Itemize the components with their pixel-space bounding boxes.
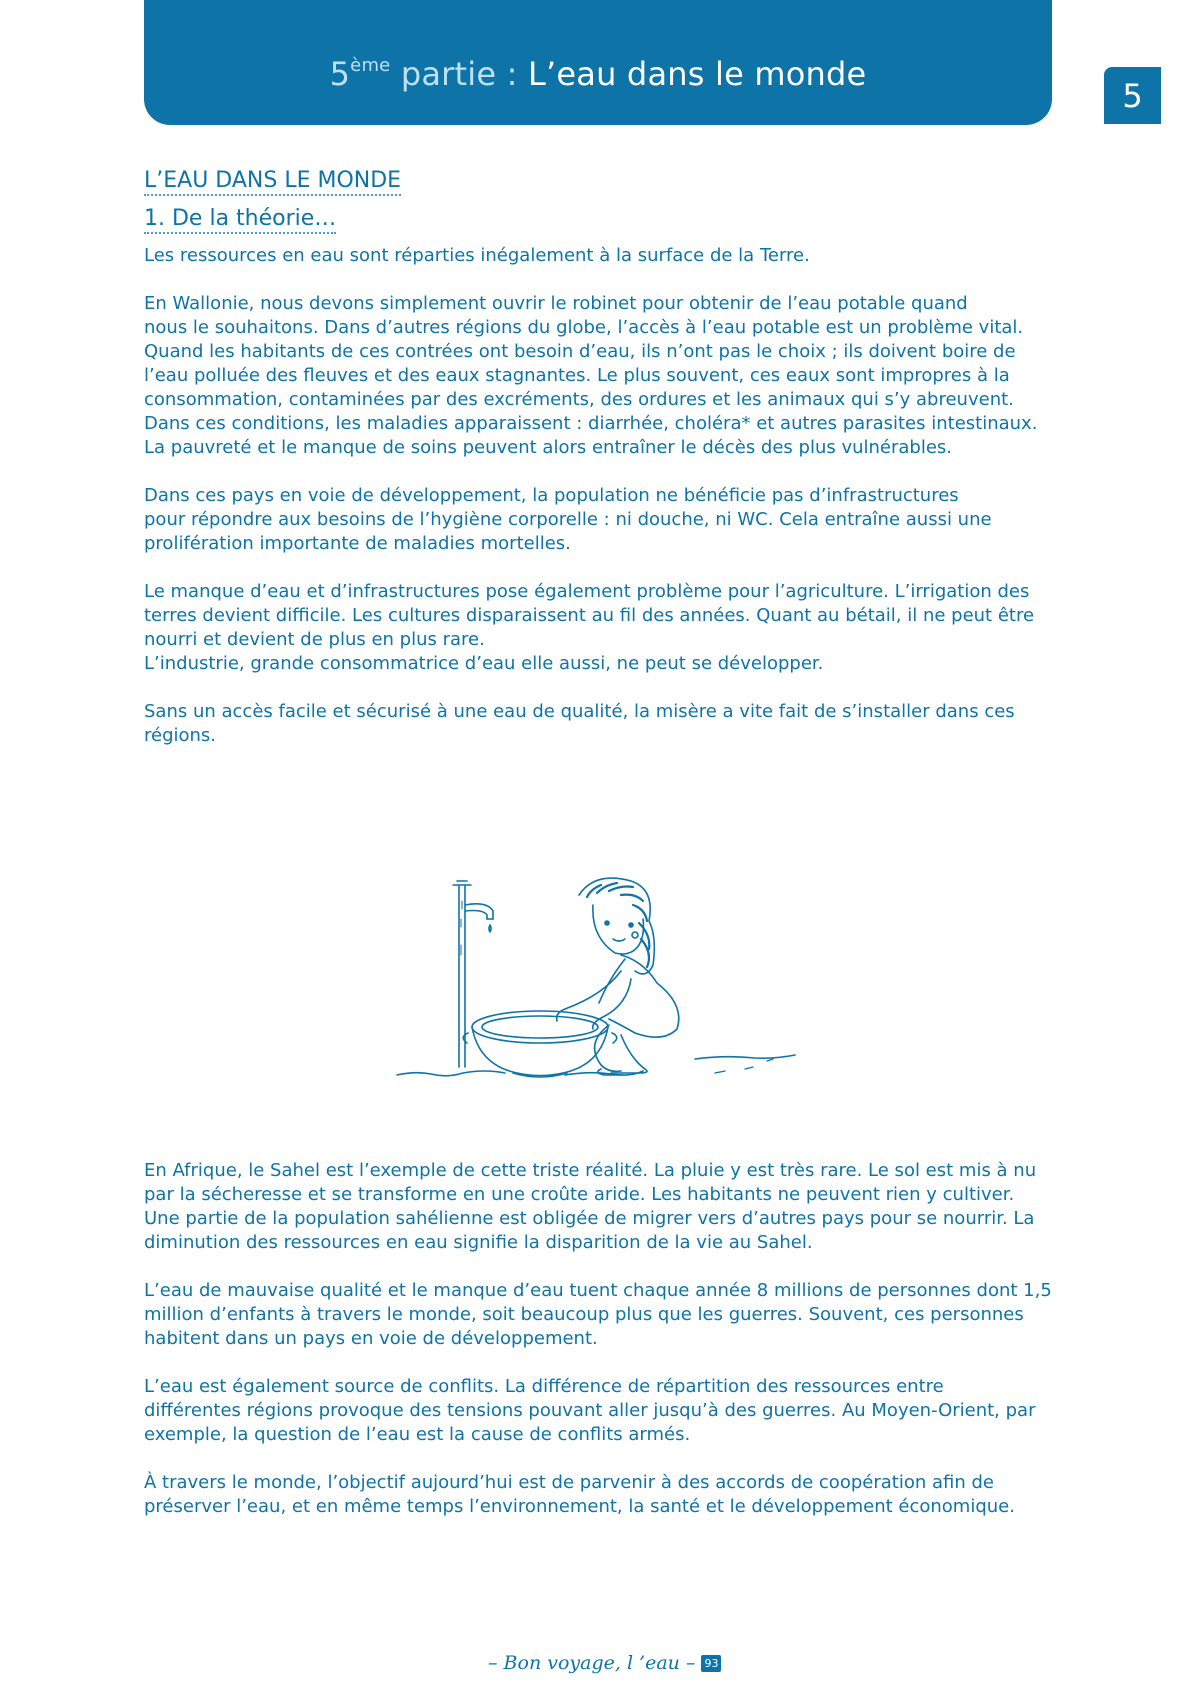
paragraph-gap	[144, 268, 1059, 292]
section-title: L’EAU DANS LE MONDE	[144, 168, 401, 196]
paragraph-line: L’eau est également source de conflits. La différence de répartition des ressources entre	[144, 1376, 944, 1397]
page-title	[330, 55, 867, 93]
subsection-title: 1. De la théorie…	[144, 206, 336, 234]
part-title: L’eau dans le monde	[527, 54, 867, 93]
paragraph-gap	[144, 676, 1059, 700]
paragraph-line: nourri et devient de plus en plus rare.	[144, 629, 485, 650]
paragraph-line: La pauvreté et le manque de soins peuvent alors entraîner le décès des plus vulnérables.	[144, 437, 953, 458]
paragraph-gap	[144, 460, 1059, 484]
paragraph-line: habitent dans un pays en voie de développement.	[144, 1328, 598, 1349]
paragraph-line: diminution des ressources en eau signifie la disparition de la vie au Sahel.	[144, 1232, 813, 1253]
paragraph-line: million d’enfants à travers le monde, soit beaucoup plus que les guerres. Souvent, ces personnes	[144, 1304, 1024, 1325]
paragraph-line: différentes régions provoque des tensions pouvant aller jusqu’à des guerres. Au Moyen-Orient, par	[144, 1400, 1036, 1421]
chapter-tab: 5	[1104, 67, 1161, 124]
paragraph-line: nous le souhaitons. Dans d’autres régions du globe, l’accès à l’eau potable est un problème vital.	[144, 317, 1024, 338]
paragraph-line: régions.	[144, 725, 217, 746]
body-text-bottom	[144, 1159, 1059, 1519]
paragraph-line: Les ressources en eau sont réparties inégalement à la surface de la Terre.	[144, 245, 810, 266]
paragraph-line: consommation, contaminées par des excréments, des ordures et les animaux qui s’y abreuvent.	[144, 389, 1014, 410]
paragraph-line: l’eau polluée des fleuves et des eaux stagnantes. Le plus souvent, ces eaux sont impropres à la	[144, 365, 1010, 386]
paragraph-line: par la sécheresse et se transforme en une croûte aride. Les habitants ne peuvent rien y cultiver.	[144, 1184, 1015, 1205]
paragraph-line: préserver l’eau, et en même temps l’environnement, la santé et le développement économique.	[144, 1496, 1015, 1517]
part-label: 5ème partie :	[329, 54, 518, 93]
paragraph-line: L’eau de mauvaise qualité et le manque d’eau tuent chaque année 8 millions de personnes dont 1,5	[144, 1280, 1052, 1301]
paragraph-line: Sans un accès facile et sécurisé à une eau de qualité, la misère a vite fait de s’installer dans ces	[144, 701, 1015, 722]
footer-tagline: – Bon voyage, l ’eau –	[488, 1652, 696, 1674]
paragraph-line: terres devient difficile. Les cultures disparaissent au fil des années. Quant au bétail, il ne peut être	[144, 605, 1035, 626]
paragraph-line: À travers le monde, l’objectif aujourd’hui est de parvenir à des accords de coopération afin de	[144, 1472, 994, 1493]
paragraph-line: En Afrique, le Sahel est l’exemple de cette triste réalité. La pluie y est très rare. Le sol est mis à nu	[144, 1160, 1037, 1181]
paragraph-gap	[144, 1351, 1059, 1375]
paragraph-line: exemple, la question de l’eau est la cause de conflits armés.	[144, 1424, 691, 1445]
body-text-top	[144, 244, 1059, 748]
paragraph-line: Dans ces pays en voie de développement, la population ne bénéficie pas d’infrastructures	[144, 485, 959, 506]
paragraph-line: pour répondre aux besoins de l’hygiène corporelle : ni douche, ni WC. Cela entraîne aussi une	[144, 509, 992, 530]
paragraph-line: En Wallonie, nous devons simplement ouvrir le robinet pour obtenir de l’eau potable quand	[144, 293, 968, 314]
paragraph-line: Dans ces conditions, les maladies apparaissent : diarrhée, choléra* et autres parasites intestinaux.	[144, 413, 1038, 434]
paragraph-gap	[144, 1255, 1059, 1279]
paragraph-line: L’industrie, grande consommatrice d’eau elle aussi, ne peut se développer.	[144, 653, 824, 674]
page-number: 93	[701, 1655, 721, 1672]
paragraph-line: Quand les habitants de ces contrées ont besoin d’eau, ils n’ont pas le choix ; ils doivent boire de	[144, 341, 1016, 362]
paragraph-line: Une partie de la population sahélienne est obligée de migrer vers d’autres pays pour se nourrir. La	[144, 1208, 1035, 1229]
paragraph-gap	[144, 1447, 1059, 1471]
paragraph-gap	[144, 556, 1059, 580]
header-band	[144, 0, 1052, 125]
paragraph-line: prolifération importante de maladies mortelles.	[144, 533, 571, 554]
girl-at-tap-illustration	[395, 875, 827, 1083]
paragraph-line: Le manque d’eau et d’infrastructures pose également problème pour l’agriculture. L’irrigation des	[144, 581, 1030, 602]
footer	[488, 1650, 721, 1676]
